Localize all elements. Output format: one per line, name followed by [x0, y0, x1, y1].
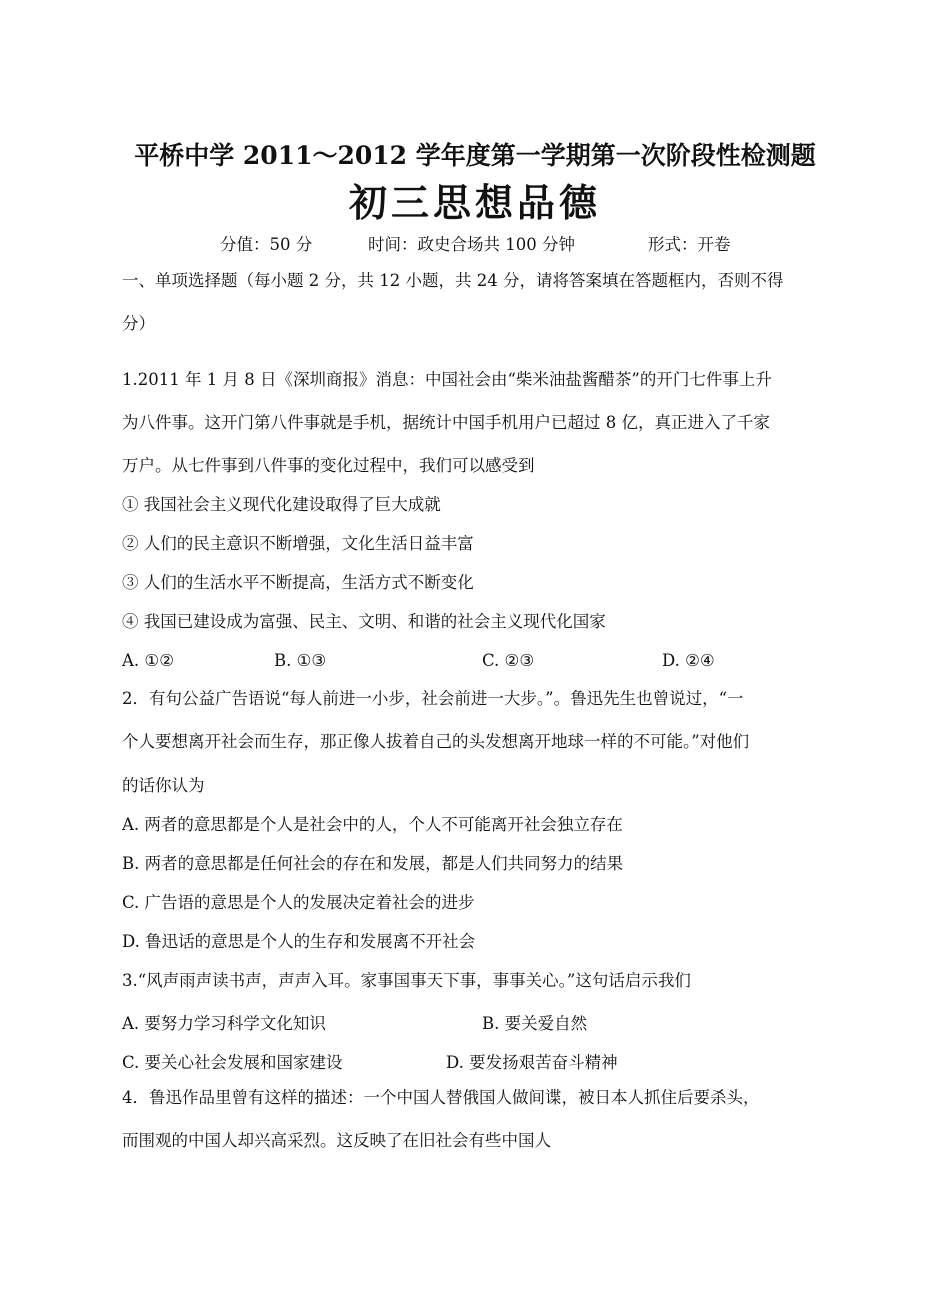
score-info: 分值：50 分 [220, 235, 313, 254]
q1-option-c: C. ②③ [482, 651, 535, 670]
q3-stem-line: 3.“风声雨声读书声，声声入耳。家事国事天下事，事事关心。”这句话启示我们 [122, 971, 691, 990]
subject-title: 初三思想品德 [348, 180, 601, 225]
q2-option-c: C. 广告语的意思是个人的发展决定着社会的进步 [122, 893, 475, 912]
q3-option-d: D. 要发扬艰苦奋斗精神 [446, 1053, 618, 1072]
q2-option-a: A. 两者的意思都是个人是社会中的人，个人不可能离开社会独立存在 [122, 815, 623, 834]
q2-option-b: B. 两者的意思都是任何社会的存在和发展，都是人们共同努力的结果 [122, 854, 624, 873]
q2-stem-line: 2．有句公益广告语说“每人前进一小步，社会前进一大步。”。鲁迅先生也曾说过，“一 [122, 689, 744, 708]
q4-stem-line: 4．鲁迅作品里曾有这样的描述：一个中国人替俄国人做间谍，被日本人抓住后要杀头， [122, 1088, 760, 1107]
q1-statement-2: ② 人们的民主意识不断增强，文化生活日益丰富 [122, 534, 474, 553]
exam-title: 平桥中学 2011～2012 学年度第一学期第一次阶段性检测题 [134, 141, 816, 170]
q3-option-c: C. 要关心社会发展和国家建设 [122, 1053, 343, 1072]
section-heading-cont: 分） [122, 314, 155, 333]
q2-stem-line: 的话你认为 [122, 776, 205, 795]
q3-option-a: A. 要努力学习科学文化知识 [122, 1014, 326, 1033]
form-info: 形式：开卷 [648, 235, 731, 254]
q1-statement-3: ③ 人们的生活水平不断提高，生活方式不断变化 [122, 573, 474, 592]
q4-stem-line: 而围观的中国人却兴高采烈。这反映了在旧社会有些中国人 [122, 1131, 551, 1150]
q3-option-b: B. 要关爱自然 [482, 1014, 588, 1033]
q2-option-d: D. 鲁迅话的意思是个人的生存和发展离不开社会 [122, 932, 476, 951]
q1-option-b: B. ①③ [274, 651, 327, 670]
q1-option-d: D. ②④ [662, 651, 715, 670]
q1-statement-1: ① 我国社会主义现代化建设取得了巨大成就 [122, 495, 441, 514]
section-heading: 一、单项选择题（每小题 2 分，共 12 小题，共 24 分，请将答案填在答题框内，否则不得 [122, 271, 784, 290]
q1-statement-4: ④ 我国已建设成为富强、民主、文明、和谐的社会主义现代化国家 [122, 612, 606, 631]
q1-stem-line: 为八件事。这开门第八件事就是手机，据统计中国手机用户已超过 8 亿，真正进入了千家 [122, 413, 770, 432]
time-info: 时间：政史合场共 100 分钟 [368, 235, 575, 254]
q1-stem-line: 1.2011 年 1 月 8 日《深圳商报》消息：中国社会由“柴米油盐酱醋茶”的开门七件事上升 [122, 370, 772, 389]
q1-stem-line: 万户。从七件事到八件事的变化过程中，我们可以感受到 [122, 456, 535, 475]
q2-stem-line: 个人要想离开社会而生存，那正像人拔着自己的头发想离开地球一样的不可能。”对他们 [122, 732, 750, 751]
q1-option-a: A. ①② [122, 651, 174, 670]
